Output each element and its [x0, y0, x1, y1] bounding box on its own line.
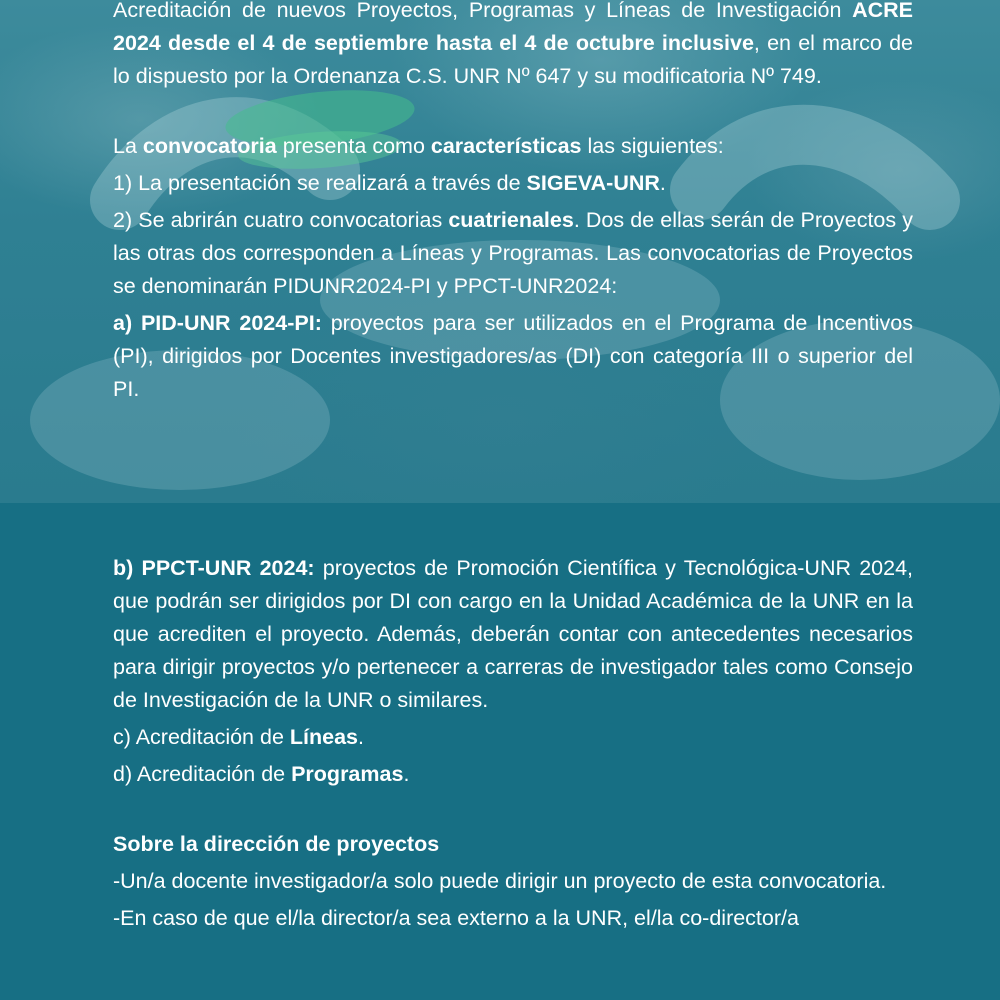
- item-d-bold: Programas: [291, 762, 404, 786]
- item-b-bold: b) PPCT-UNR 2024:: [113, 556, 315, 580]
- item-b: [113, 552, 913, 717]
- item-2-end: . Dos de ellas serán de Proyectos y las otras dos corresponden a Líneas y Programas. Las convocatorias de Proyectos se denominarán PIDUNR2024-PI y PPCT-UNR2024:: [113, 208, 913, 298]
- convocatoria-text-1: La: [113, 134, 143, 158]
- item-1-bold: SIGEVA-UNR: [526, 171, 660, 195]
- item-1-text: 1) La presentación se realizará a través de: [113, 171, 527, 195]
- convocatoria-text-3: las siguientes:: [581, 134, 724, 158]
- item-2-bold: cuatrienales: [448, 208, 574, 232]
- intro-text: Acreditación de nuevos Proyectos, Programas y Líneas de Investigación: [113, 0, 853, 22]
- item-b-text: proyectos de Promoción Científica y Tecnológica-UNR 2024, que podrán ser dirigidos por DI con cargo en la Unidad Académica de la UNR en la que acrediten el proyecto. Además, deberán contar con antecedentes necesarios para dirigir proyectos y/o pertenecer a carreras de investigador tales como Consejo de Investigación de la UNR o similares.: [113, 556, 914, 712]
- section-title: [113, 828, 913, 861]
- item-c: [113, 721, 913, 754]
- caracteristicas-bold: características: [430, 134, 582, 158]
- item-2: [113, 204, 913, 303]
- intro-paragraph: [113, 0, 913, 93]
- item-a-text: proyectos para ser utilizados en el Programa de Incentivos (PI), dirigidos por Docentes investigadores/as (DI) con categoría III o superior del PI.: [113, 311, 913, 401]
- item-c-end: .: [358, 725, 364, 749]
- section-title-text: Sobre la dirección de proyectos: [113, 832, 440, 856]
- rule-2: -En caso de que el/la director/a sea externo a la UNR, el/la co-director/a: [113, 906, 799, 930]
- intro-dates-bold: ACRE 2024 desde el 4 de septiembre hasta el 4 de octubre inclusive: [113, 0, 913, 55]
- convocatoria-text-2: presenta como: [276, 134, 431, 158]
- item-c-text: c) Acreditación de: [113, 725, 290, 749]
- item-2-text: 2) Se abrirán cuatro convocatorias: [113, 208, 449, 232]
- item-1: [113, 167, 913, 200]
- rule-1: -Un/a docente investigador/a solo puede dirigir un proyecto de esta convocatoria.: [113, 869, 887, 893]
- convocatoria-bold: convocatoria: [142, 134, 277, 158]
- item-a: [113, 307, 913, 406]
- item-1-end: .: [659, 171, 666, 195]
- bottom-text-block: [113, 552, 913, 939]
- item-c-bold: Líneas: [289, 725, 358, 749]
- convocatoria-paragraph: [113, 130, 913, 163]
- item-d-end: .: [403, 762, 410, 786]
- intro-ordinance-text: , en el marco de lo dispuesto por la Ordenanza C.S. UNR Nº 647 y su modificatoria Nº 749.: [113, 31, 913, 88]
- item-d: [113, 758, 913, 791]
- top-text-block: [113, 0, 913, 410]
- item-a-bold: a) PID-UNR 2024-PI:: [113, 311, 322, 335]
- item-d-text: d) Acreditación de: [113, 762, 292, 786]
